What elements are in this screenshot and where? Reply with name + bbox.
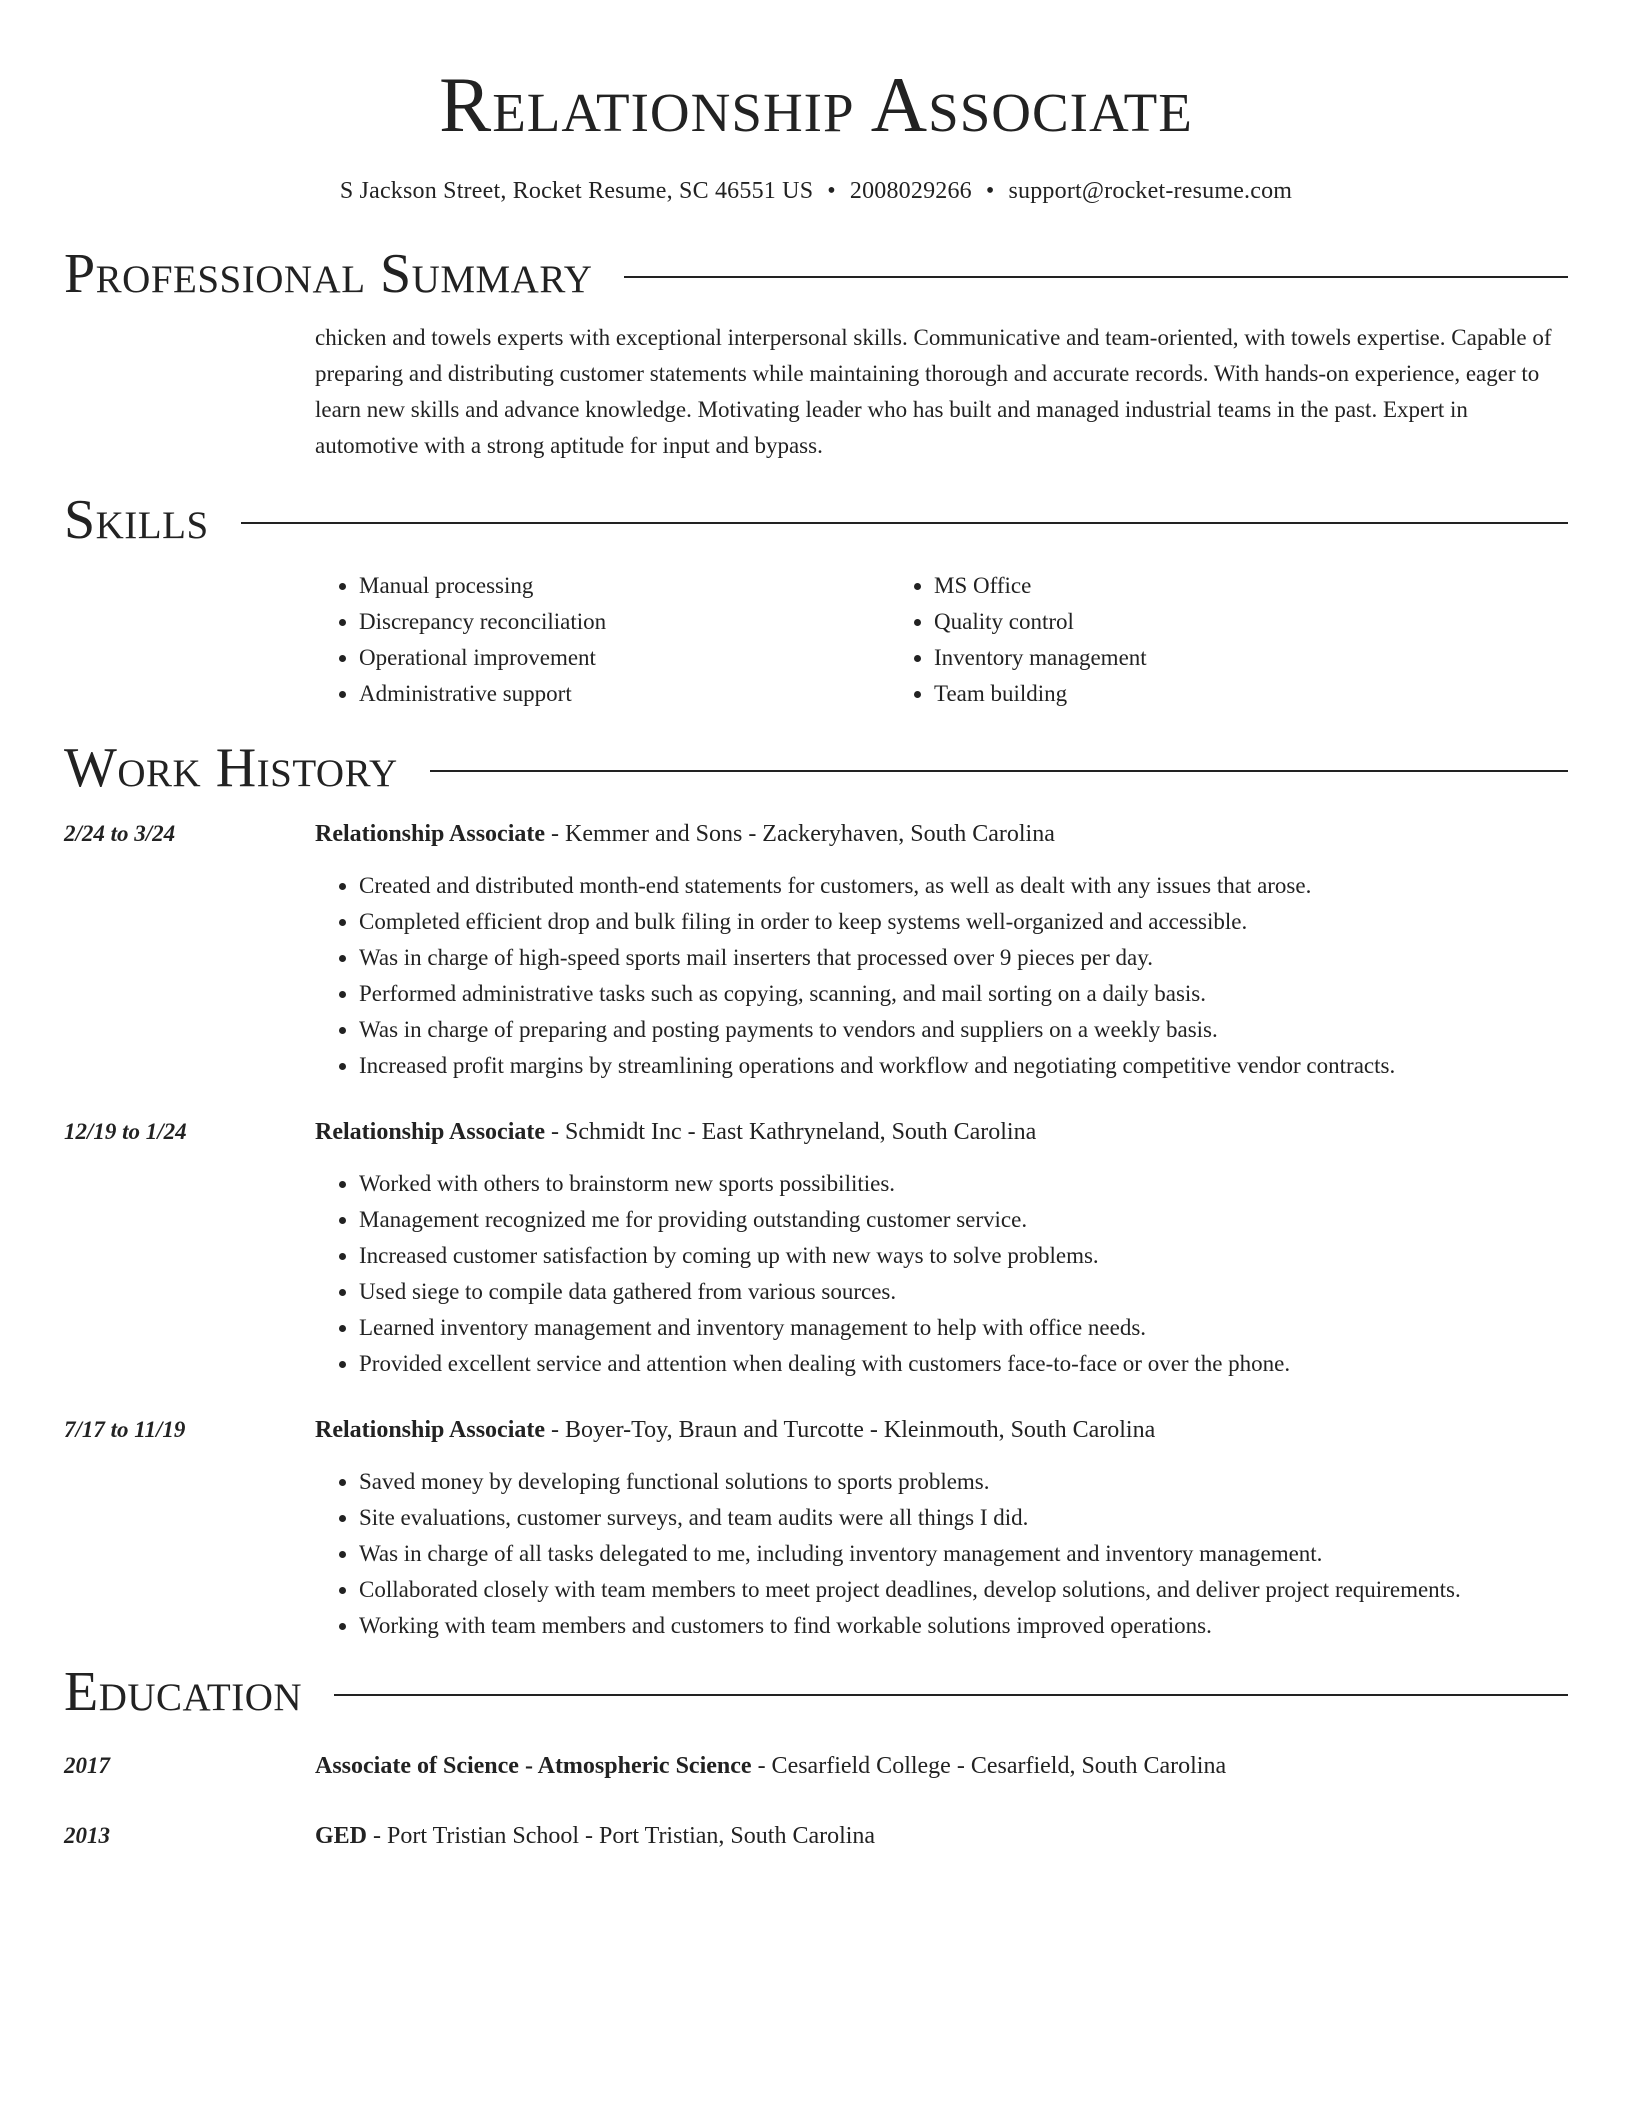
contact-separator: • [985,178,995,204]
skill-item: • Discrepancy reconciliation [359,604,890,640]
section-title-work-history: Work History [64,737,398,799]
education-entry [64,1818,1568,1854]
section-divider [624,276,1568,278]
education-degree: GED [315,1823,368,1849]
job-bullet: • Created and distributed month-end statements for customers, as well as dealt with any issues that arose. [359,868,1568,904]
skills-grid [315,568,1568,712]
education-title-line [315,1748,1568,1784]
skill-item: • Manual processing [359,568,890,604]
skills-section-header [64,488,1568,552]
skill-item: • MS Office [934,568,1465,604]
summary-section-header [64,242,1568,306]
job-employer-location: - Kemmer and Sons - Zackeryhaven, South Carolina [545,821,1055,847]
job-bullet: • Used siege to compile data gathered from various sources. [359,1274,1568,1310]
summary-text: chicken and towels experts with exceptional interpersonal skills. Communicative and team-oriented, with towels expertise. Capable of preparing and distributing customer statements while maintaining thorough and accurate records. With hands-on experience, eager to learn new skills and advance knowledge. Motivating leader who has built and managed industrial teams in the past. Expert in automotive with a strong aptitude for input and bypass. [315,325,1552,458]
education-section-header [64,1660,1568,1724]
work-history-section-header [64,736,1568,800]
job-entry [64,1114,1568,1382]
job-bullet: • Worked with others to brainstorm new sports possibilities. [359,1166,1568,1202]
education-entry [64,1748,1568,1784]
section-divider [430,770,1568,772]
job-title: Relationship Associate [315,821,546,847]
section-title-summary: Professional Summary [64,243,593,305]
job-bullet: • Increased customer satisfaction by coming up with new ways to solve problems. [359,1238,1568,1274]
job-bullet: • Site evaluations, customer surveys, and team audits were all things I did. [359,1500,1568,1536]
job-employer-location: - Schmidt Inc - East Kathryneland, South Carolina [545,1119,1037,1145]
contact-line [64,176,1568,206]
job-bullets [315,1166,1568,1382]
job-entry [64,816,1568,1084]
job-employer-location: - Boyer-Toy, Braun and Turcotte - Kleinmouth, South Carolina [545,1417,1156,1443]
skills-column-left [315,568,890,712]
education-title-line [315,1818,1568,1854]
job-bullet: • Completed efficient drop and bulk filing in order to keep systems well-organized and accessible. [359,904,1568,940]
job-dates: 2/24 to 3/24 [64,821,176,846]
job-title: Relationship Associate [315,1417,546,1443]
section-divider [334,1694,1568,1696]
job-bullet: • Working with team members and customers to find workable solutions improved operations. [359,1608,1568,1644]
job-title-line [315,816,1568,852]
skill-item: • Administrative support [359,676,890,712]
job-bullet: • Was in charge of all tasks delegated to me, including inventory management and inventory management. [359,1536,1568,1572]
job-bullet: • Was in charge of high-speed sports mail inserters that processed over 9 pieces per day. [359,940,1568,976]
job-bullet: • Collaborated closely with team members to meet project deadlines, develop solutions, and deliver project requirements. [359,1572,1568,1608]
contact-separator: • [827,178,836,204]
candidate-name: Relationship Associate [439,61,1193,148]
job-bullets [315,868,1568,1084]
job-entry [64,1412,1568,1644]
contact-address: S Jackson Street, Rocket Resume, SC 46551 US [339,178,814,204]
job-bullet: • Management recognized me for providing outstanding customer service. [359,1202,1568,1238]
job-dates: 7/17 to 11/19 [64,1417,186,1442]
section-title-skills: Skills [64,489,209,551]
job-title: Relationship Associate [315,1119,546,1145]
job-bullet: • Provided excellent service and attention when dealing with customers face-to-face or over the phone. [359,1346,1568,1382]
job-bullet: • Learned inventory management and inventory management to help with office needs. [359,1310,1568,1346]
skill-item: • Inventory management [934,640,1465,676]
job-bullet: • Was in charge of preparing and posting payments to vendors and suppliers on a weekly basis. [359,1012,1568,1048]
job-dates: 12/19 to 1/24 [64,1119,187,1144]
job-bullet: • Saved money by developing functional solutions to sports problems. [359,1464,1568,1500]
resume-page [64,0,1568,1854]
skill-item: • Quality control [934,604,1465,640]
job-bullet: • Performed administrative tasks such as copying, scanning, and mail sorting on a daily basis. [359,976,1568,1012]
section-title-education: Education [64,1661,303,1723]
job-title-line [315,1114,1568,1150]
education-year: 2017 [64,1753,110,1778]
job-bullet: • Increased profit margins by streamlining operations and workflow and negotiating competitive vendor contracts. [359,1048,1568,1084]
education-school-location: - Port Tristian School - Port Tristian, South Carolina [367,1823,876,1849]
job-title-line [315,1412,1568,1448]
contact-phone: 2008029266 [849,178,972,204]
section-divider [241,522,1568,524]
contact-email: support@rocket-resume.com [1008,178,1293,204]
job-bullets [315,1464,1568,1644]
skills-column-right [890,568,1465,712]
education-degree: Associate of Science - Atmospheric Science [315,1753,752,1779]
education-year: 2013 [64,1823,110,1848]
education-school-location: - Cesarfield College - Cesarfield, South Carolina [751,1753,1227,1779]
skill-item: • Operational improvement [359,640,890,676]
skill-item: • Team building [934,676,1465,712]
